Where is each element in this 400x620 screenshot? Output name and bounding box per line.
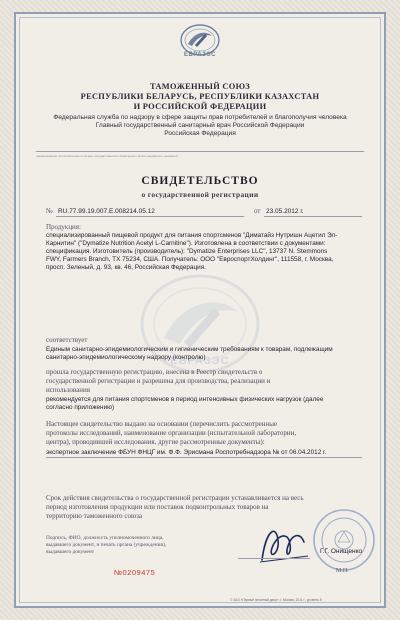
basis-document: экспертное заключение ФБУН ФНЦГ им. Ф.Ф. Эрисмана Роспотребнадзора № от 06.04.2012 г. <box>46 449 327 456</box>
validity-line-1: Срок действия свидетельства о государственной регистрации устанавливается на весь <box>46 494 304 502</box>
product-line-3: спецификация. Изготовитель (производитель): "Dymatize Enterprises LLC", 13737 N. Stemmons <box>46 248 328 255</box>
date-underline <box>264 216 362 217</box>
document-title: СВИДЕТЕЛЬСТВО <box>141 175 259 187</box>
registration-line-3: использования <box>46 386 90 394</box>
serial-value: 0209475 <box>122 568 156 577</box>
basis-line-3: центра), проводившей исследования, другие рассмотренные документы): <box>46 438 265 446</box>
signature-caption-line-2: выдавшего документ, и печать органа (учреждения), <box>46 542 167 548</box>
registration-number: RU.77.99.19.007.Е.008214.05.12 <box>58 208 155 215</box>
conformity-label: соответствует <box>46 336 88 344</box>
product-line-1: специализированный пищевой продукт для питания спортсменов "Диматайз Нутришн Ацетил Эл- <box>46 232 338 239</box>
signature-caption-line-1: Подпись, ФИО, должность уполномоченного лица, <box>46 535 164 541</box>
serial-prefix: № <box>114 568 123 577</box>
registration-line-1: прошла государственную регистрацию, внесена в Реестр свидетельств о <box>46 368 263 376</box>
authority-underline <box>36 151 364 152</box>
product-line-4: FWY, Farmers Branch, TX 75234, США. Получатель: ООО "ЕвроспортХолдинг", 111558, г. Москва, <box>46 256 334 263</box>
service-line-1: Федеральная служба по надзору в сфере защиты прав потребителей и благополучия человека <box>53 114 347 121</box>
authority-fine-print: (наименование уполномоченного органа, государственного санитарного врача, выдавшего документ) <box>36 154 178 158</box>
official-seal-stamp <box>312 508 376 572</box>
signer-name: Г.Г. Онищенко <box>320 548 363 555</box>
product-label: Продукция: <box>46 223 81 231</box>
federation-heading: И РОССИЙСКОЙ ФЕДЕРАЦИИ <box>133 102 267 111</box>
number-label: № <box>46 207 53 215</box>
usage-line-1: рекомендуется для питания спортсменов в период интенсивных физических нагрузок (далее <box>46 396 324 403</box>
seal-label: М.П. <box>336 568 349 574</box>
registration-line-2: государственной регистрации и разрешена для производства, реализации и <box>46 377 271 385</box>
product-line-5: просп. Зеленый, д. 93, кв. 46, Российская Федерация. <box>46 264 206 271</box>
service-line-3: Российская Федерация <box>164 130 236 137</box>
basis-line-2: протоколы исследований, наименование организации (испытательной лаборатории, <box>46 429 297 437</box>
usage-line-2: согласно приложению) <box>46 404 115 411</box>
signature-caption <box>46 535 166 556</box>
validity-line-3: территорию таможенного союза <box>46 512 143 520</box>
union-heading: ТАМОЖЕННЫЙ СОЮЗ <box>149 82 251 91</box>
republics-heading: РЕСПУБЛИКИ БЕЛАРУСЬ, РЕСПУБЛИКИ КАЗАХСТАН <box>80 92 320 101</box>
service-line-2: Главный государственный санитарный врач Российской Федерации <box>95 122 305 129</box>
document-subtitle: о государственной регистрации <box>141 190 259 199</box>
registration-date: 23.05.2012 г. <box>266 208 304 215</box>
basis-underline <box>46 457 362 458</box>
emblem-label: ЕВРАЗЭС <box>183 52 216 58</box>
number-underline <box>56 216 244 217</box>
watermark-label: ЕВРАЗЭС <box>170 355 230 367</box>
signature-underline <box>238 558 310 559</box>
signature-caption-line-3: выдавшего документ <box>46 549 95 555</box>
printer-footer: © ЗАО «Первый печатный двор», г. Москва, 2011 г., уровень В <box>230 598 322 602</box>
date-label: от <box>254 207 261 215</box>
conformity-line-2: санитарно-эпидемиологическому надзору (контролю) <box>46 354 206 361</box>
basis-line-1: Настоящее свидетельство выдано на основании (перечислить рассмотренные <box>46 420 278 428</box>
handwritten-signature <box>254 520 314 568</box>
validity-line-2: период изготовления продукции или поставок подконтрольных товаров на <box>46 503 269 511</box>
conformity-line-1: Единым санитарно-эпидемиологическим и гигиеническим требованиям к товарам, подлежащим <box>46 346 333 353</box>
product-line-2: Карнитин" ("Dymatize Nutrition Acetyl L-Carnitine"). Изготовлена в соответствии с документами: <box>46 240 326 247</box>
form-serial-number <box>114 568 155 577</box>
